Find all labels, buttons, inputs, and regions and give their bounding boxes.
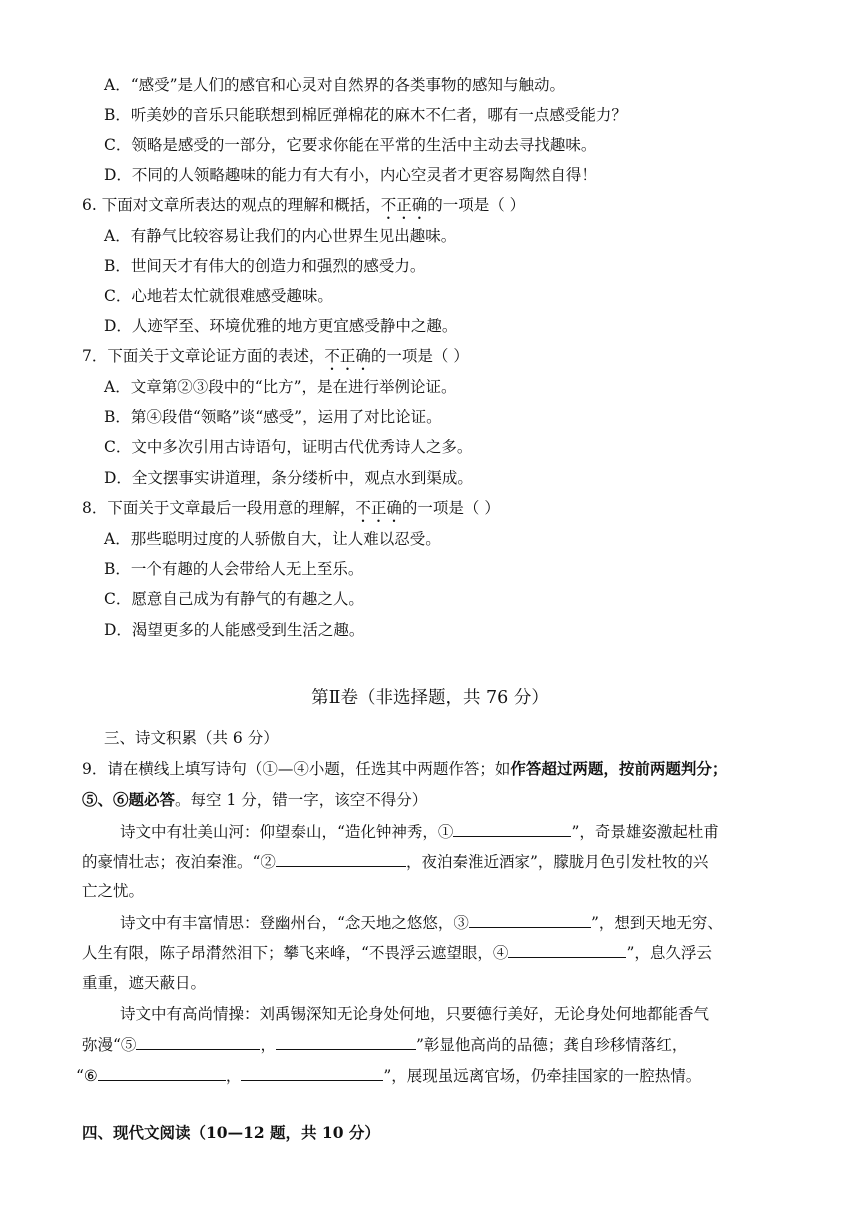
q9-p3-line2: 弥漫“⑤ ， ”彰显他高尚的品德；龚自珍移情落红， xyxy=(82,1033,820,1056)
section3-title: 三、诗文积累（共 6 分） xyxy=(104,729,279,747)
section4-title: 四、现代文阅读（10—12 题，共 10 分） xyxy=(82,1123,380,1142)
blank-5a[interactable] xyxy=(136,1033,260,1050)
q9-p1-line1: 诗文中有壮美山河：仰望泰山，“造化钟神秀，① ”，奇景雄姿激起杜甫 xyxy=(120,820,820,843)
q6-option-a: A．有静气比较容易让我们的内心世界生见出趣味。 xyxy=(104,227,457,245)
q9-p2-line2: 人生有限，陈子昂潸然泪下；攀飞来峰，“不畏浮云遮望眼，④ ”，息久浮云 xyxy=(82,941,820,964)
blank-1[interactable] xyxy=(453,820,571,837)
q6-option-c: C．心地若太忙就很难感受趣味。 xyxy=(104,287,333,305)
q7-stem: 7．下面关于文章论证方面的表述，不正确的一项是（ ） xyxy=(82,347,469,365)
blank-6a[interactable] xyxy=(98,1064,226,1081)
q8-option-d: D．渴望更多的人能感受到生活之趣。 xyxy=(104,621,365,639)
q8-option-a: A．那些聪明过度的人骄傲自大，让人难以忍受。 xyxy=(104,530,441,548)
q9-p1-line3: 亡之忧。 xyxy=(82,882,145,900)
q9-instruction-line2: ⑤、⑥题必答。每空 1 分，错一字，该空不得分） xyxy=(82,790,428,809)
blank-5b[interactable] xyxy=(276,1033,416,1050)
q9-instruction-line1: 9．请在横线上填写诗句（①—④小题，任选其中两题作答；如作答超过两题，按前两题判分； xyxy=(82,759,728,778)
q9-p2-line1: 诗文中有丰富情思：登幽州台，“念天地之悠悠，③ ”，想到天地无穷、 xyxy=(120,911,820,934)
q8-option-c: C．愿意自己成为有静气的有趣之人。 xyxy=(104,590,364,608)
q8-option-b: B．一个有趣的人会带给人无上至乐。 xyxy=(104,560,364,578)
q9-p2-line3: 重重，遮天蔽日。 xyxy=(82,974,207,992)
q8-stem: 8．下面关于文章最后一段用意的理解，不正确的一项是（ ） xyxy=(82,499,500,517)
part2-title: 第Ⅱ卷（非选择题，共 76 分） xyxy=(311,688,549,708)
q7-option-d: D．全文摆事实讲道理，条分缕析中，观点水到渠成。 xyxy=(104,469,473,487)
q5-option-c: C．领略是感受的一部分，它要求你能在平常的生活中主动去寻找趣味。 xyxy=(104,136,597,154)
q5-option-d: D．不同的人领略趣味的能力有大有小，内心空灵者才更容易陶然自得！ xyxy=(104,166,597,184)
q9-p3-line3: “⑥ ， ”，展现虽远离官场，仍牵挂国家的一腔热情。 xyxy=(76,1064,820,1087)
q9-p3-line1: 诗文中有高尚情操：刘禹锡深知无论身处何地，只要德行美好，无论身处何地都能香气 xyxy=(120,1005,710,1023)
q6-option-d: D．人迹罕至、环境优雅的地方更宜感受静中之趣。 xyxy=(104,317,458,335)
q8-emphasis: 不正确 xyxy=(355,499,402,517)
blank-6b[interactable] xyxy=(241,1064,383,1081)
q7-emphasis: 不正确 xyxy=(324,347,371,365)
blank-3[interactable] xyxy=(469,911,591,928)
q7-option-a: A．文章第②③段中的“比方”，是在进行举例论证。 xyxy=(104,378,457,396)
q9-p1-line2: 的豪情壮志；夜泊秦淮。“② ，夜泊秦淮近酒家”，朦胧月色引发杜牧的兴 xyxy=(82,850,820,873)
q6-emphasis: 不正确 xyxy=(380,196,428,214)
q5-option-b: B．听美妙的音乐只能联想到棉匠弹棉花的麻木不仁者，哪有一点感受能力？ xyxy=(104,106,627,124)
q6-option-b: B．世间天才有伟大的创造力和强烈的感受力。 xyxy=(104,257,426,275)
q5-option-a: A．“感受”是人们的感官和心灵对自然界的各类事物的感知与触动。 xyxy=(104,76,566,94)
q7-option-c: C．文中多次引用古诗语句，证明古代优秀诗人之多。 xyxy=(104,438,473,456)
blank-4[interactable] xyxy=(508,941,626,958)
q7-option-b: B．第④段借“领略”谈“感受”，运用了对比论证。 xyxy=(104,408,442,426)
q6-stem: 6. 下面对文章所表达的观点的理解和概括，不正确的一项是（ ） xyxy=(82,196,526,214)
blank-2[interactable] xyxy=(276,850,406,867)
